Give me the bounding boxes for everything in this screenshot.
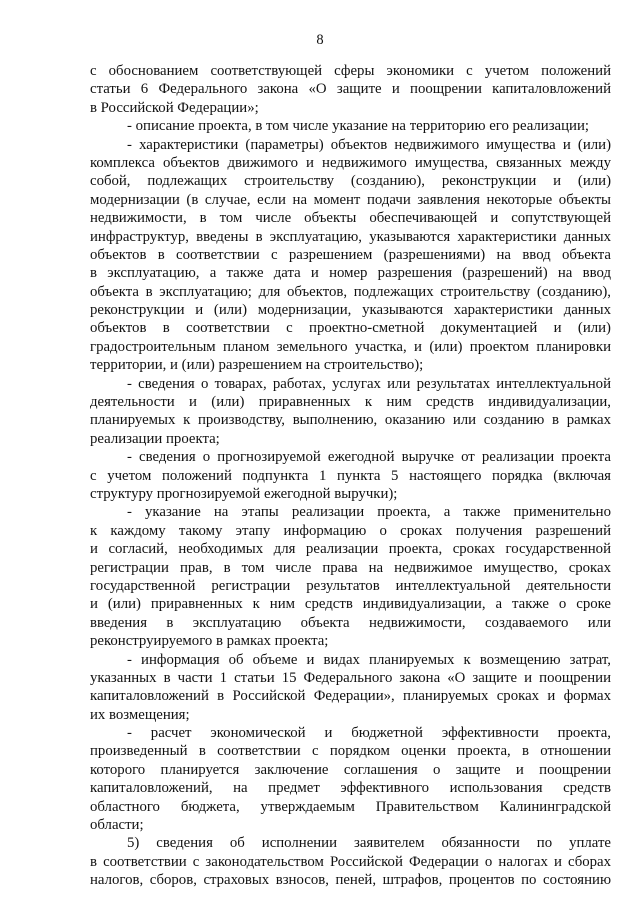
text-line: 5) сведения об исполнении заявителем обязанности по уплате <box>127 835 611 852</box>
text-line: налогов, сборов, страховых взносов, пеней, штрафов, процентов по состоянию <box>90 872 611 889</box>
text-line: произведенный в соответствии с порядком оценки проекта, в отношении <box>90 743 611 760</box>
text-line: деятельности и (или) приравненных к ним средств индивидуализации, <box>90 394 611 411</box>
page-number: 8 <box>316 32 324 48</box>
text-line: к каждому такому этапу информацию о сроках получения разрешений <box>90 522 611 539</box>
text-line: с обоснованием соответствующей сферы экономики с учетом положений <box>90 63 611 79</box>
text-line: их возмещения; <box>90 706 190 723</box>
text-line: территории, и (или) разрешением на строительство); <box>90 357 424 374</box>
text-line: введения в эксплуатацию объекта недвижимости, создаваемого или <box>90 614 611 631</box>
text-line: - расчет экономической и бюджетной эффективности проекта, <box>127 725 611 742</box>
text-line: планируемых к производству, выполнению, оказанию или созданию в рамках <box>90 412 611 429</box>
text-line: которого планируется заключение соглашения о защите и поощрении <box>90 761 611 778</box>
text-line: - сведения о товарах, работах, услугах или результатах интеллектуальной <box>127 375 611 392</box>
text-line: комплекса объектов движимого и недвижимого имущества, связанных между <box>90 154 611 171</box>
text-line: структуру прогнозируемой ежегодной выручки); <box>90 485 398 502</box>
document-body <box>90 62 611 890</box>
text-line: градостроительным планом земельного участка, и (или) проектом планировки <box>90 338 611 355</box>
text-line: статьи 6 Федерального закона «О защите и поощрении капиталовложений <box>90 81 611 98</box>
text-line: реконструируемого в рамках проекта; <box>90 633 329 650</box>
text-line: объектов в соответствии с разрешением (разрешениями) на ввод объекта <box>90 246 611 263</box>
text-line: недвижимости, в том числе объекты обеспечивающей и сопутствующей <box>90 210 611 227</box>
text-line: объектов в соответствии с проектно-сметной документацией и (или) <box>90 320 611 337</box>
text-line: инфраструктур, введены в эксплуатацию, указываются характеристики данных <box>90 228 611 245</box>
text-line: государственной регистрации результатов интеллектуальной деятельности <box>90 577 611 594</box>
text-line: - информация об объеме и видах планируемых к возмещению затрат, <box>127 651 611 668</box>
text-line: регистрации прав, в том числе права на недвижимое имущество, сроках <box>90 559 611 576</box>
text-line: в соответствии с законодательством Российской Федерации о налогах и сборах <box>90 853 611 870</box>
text-line: и согласий, необходимых для реализации проекта, сроках государственной <box>90 541 611 558</box>
text-line: капиталовложений, на предмет эффективного использования средств <box>90 780 611 797</box>
text-line: - характеристики (параметры) объектов недвижимого имущества и (или) <box>127 136 611 153</box>
text-line: собой, подлежащих строительству (созданию), реконструкции и (или) <box>90 173 611 190</box>
text-line: - сведения о прогнозируемой ежегодной выручке от реализации проекта <box>127 449 611 466</box>
text-line: модернизации (в случае, если на момент подачи заявления некоторые объекты <box>90 191 611 208</box>
text-line: - описание проекта, в том числе указание на территорию его реализации; <box>127 118 589 135</box>
text-line: области; <box>90 817 144 834</box>
text-line: реализации проекта; <box>90 430 220 447</box>
text-line: объекта в эксплуатацию; для объектов, подлежащих строительству (созданию), <box>90 283 611 300</box>
text-line: - указание на этапы реализации проекта, а также применительно <box>127 504 611 521</box>
text-line: с учетом положений подпункта 1 пункта 5 настоящего порядка (включая <box>90 467 611 484</box>
text-line: в Российской Федерации»; <box>90 99 259 116</box>
text-line: в эксплуатацию, а также дата и номер разрешения (разрешений) на ввод <box>90 265 611 282</box>
text-line: и (или) приравненных к ним средств индивидуализации, а также о сроке <box>90 596 611 613</box>
text-line: капиталовложений в Российской Федерации», планируемых сроках и формах <box>90 688 611 705</box>
text-line: реконструкции и (или) модернизации, указываются характеристики данных <box>90 302 611 319</box>
text-line: указанных в части 1 статьи 15 Федерального закона «О защите и поощрении <box>90 669 611 686</box>
text-line: областного бюджета, утверждаемым Правительством Калининградской <box>90 798 611 815</box>
